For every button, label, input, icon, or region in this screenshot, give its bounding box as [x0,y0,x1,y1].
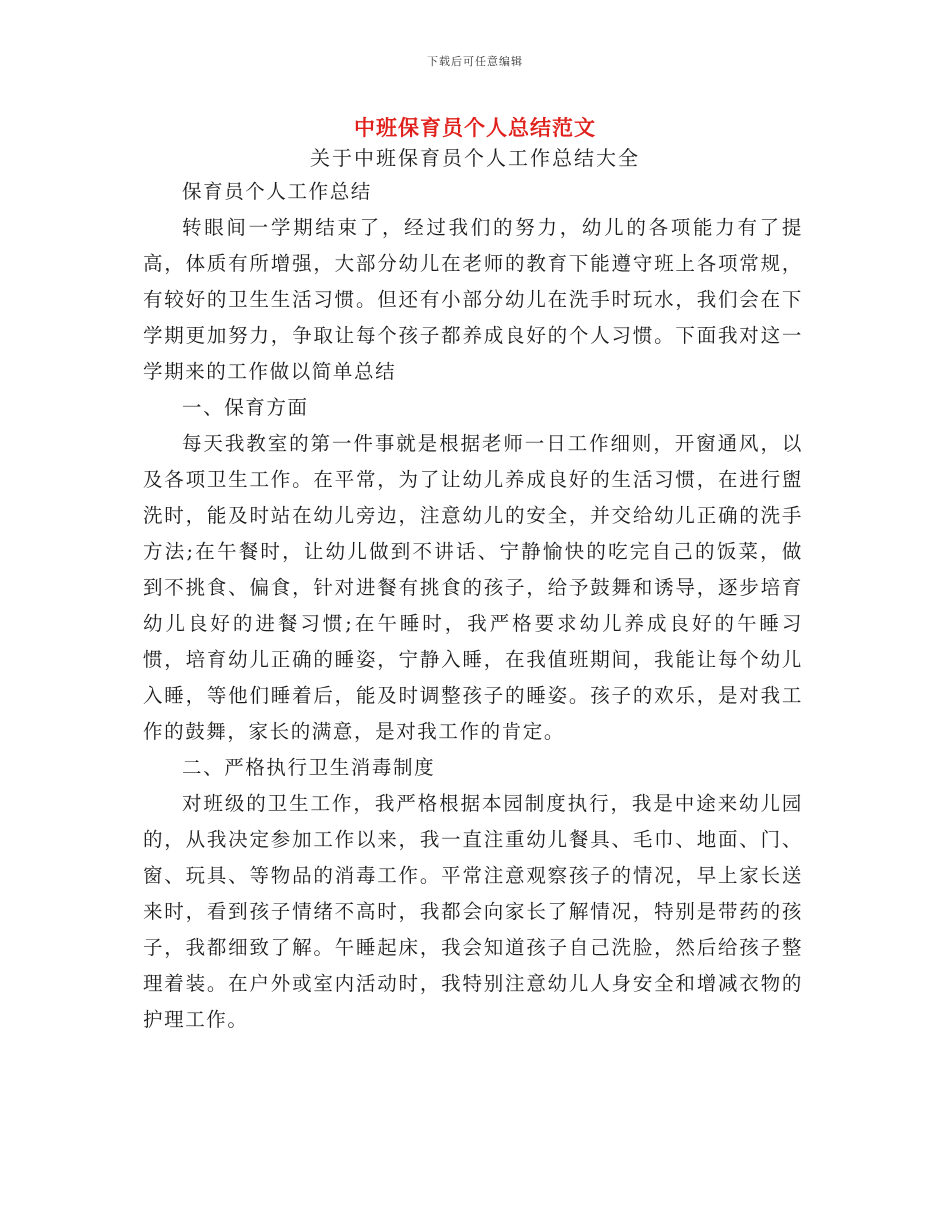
paragraph-intro: 转眼间一学期结束了，经过我们的努力，幼儿的各项能力有了提高，体质有所增强，大部分幼儿在老师的教育下能遵守班上各项常规，有较好的卫生生活习惯。但还有小部分幼儿在洗手时玩水，我们会在下学期更加努力，争取让每个孩子都养成良好的个人习惯。下面我对这一学期来的工作做以简单总结 [143,216,803,383]
section-heading-care: 一、保育方面 [182,396,309,419]
paragraph-care: 每天我教室的第一件事就是根据老师一日工作细则，开窗通风，以及各项卫生工作。在平常，为了让幼儿养成良好的生活习惯，在进行盥洗时，能及时站在幼儿旁边，注意幼儿的安全，并交给幼儿正确的洗手方法;在午餐时，让幼儿做到不讲话、宁静愉快的吃完自己的饭菜，做到不挑食、偏食，针对进餐有挑食的孩子，给予鼓舞和诱导，逐步培育幼儿良好的进餐习惯;在午睡时，我严格要求幼儿养成良好的午睡习惯，培育幼儿正确的睡姿，宁静入睡，在我值班期间，我能让每个幼儿入睡，等他们睡着后，能及时调整孩子的睡姿。孩子的欢乐，是对我工作的鼓舞，家长的满意，是对我工作的肯定。 [143,432,803,743]
section-heading-disinfection: 二、严格执行卫生消毒制度 [182,756,436,779]
document-subtitle: 关于中班保育员个人工作总结大全 [310,146,640,170]
header-note: 下载后可任意编辑 [427,55,523,68]
document-title: 中班保育员个人总结范文 [354,115,596,140]
document-body [143,174,803,1038]
paragraph-intro-heading: 保育员个人工作总结 [182,180,372,203]
paragraph-disinfection: 对班级的卫生工作，我严格根据本园制度执行，我是中途来幼儿园的，从我决定参加工作以来，我一直注重幼儿餐具、毛巾、地面、门、窗、玩具、等物品的消毒工作。平常注意观察孩子的情况，早上家长送来时，看到孩子情绪不高时，我都会向家长了解情况，特别是带药的孩子，我都细致了解。午睡起床，我会知道孩子自己洗脸，然后给孩子整理着装。在户外或室内活动时，我特别注意幼儿人身安全和增减衣物的护理工作。 [143,792,803,1031]
